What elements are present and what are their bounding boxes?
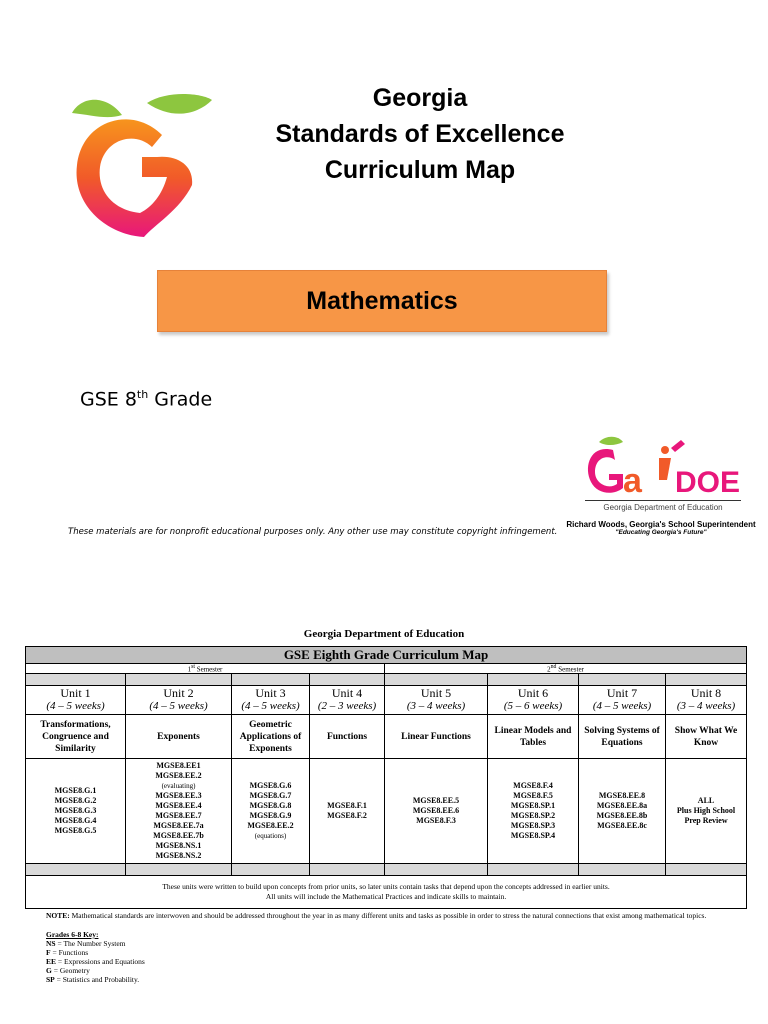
key-item: G = Geometry (46, 966, 90, 975)
semester-2: 2nd Semester (385, 664, 747, 674)
unit-header: Unit 6 (5 – 6 weeks) (488, 686, 579, 715)
svg-text:a: a (623, 462, 642, 500)
map-footer-note (26, 876, 747, 909)
gadoe-dept-text: Georgia Department of Education (603, 503, 723, 512)
unit-standards: ALL Plus High School Prep Review (666, 759, 747, 864)
unit-standards: MGSE8.EE.5 MGSE8.EE.6 MGSE8.F.3 (385, 759, 488, 864)
grade-suffix: Grade (148, 388, 213, 411)
copyright-disclaimer: These materials are for nonprofit educational purposes only. Any other use may constitute copyright infringement. (68, 527, 558, 537)
unit-topic: Linear Functions (385, 715, 488, 759)
unit-header: Unit 8 (3 – 4 weeks) (666, 686, 747, 715)
unit-header-row (26, 686, 747, 715)
footer-line-1: These units were written to build upon concepts from prior units, so later units contain tasks that depend upon the concepts addressed in earlier units. (162, 882, 610, 892)
unit-topic: Transformations, Congruence and Similarity (26, 715, 126, 759)
grades-key (46, 930, 145, 984)
unit-topic: Exponents (126, 715, 232, 759)
key-item: NS = The Number System (46, 939, 126, 948)
title-line-1: Georgia (372, 84, 468, 112)
unit-header: Unit 5 (3 – 4 weeks) (385, 686, 488, 715)
key-item: EE = Expressions and Equations (46, 957, 145, 966)
key-item: SP = Statistics and Probability. (46, 975, 140, 984)
curriculum-map-table (25, 646, 747, 909)
unit-standards: MGSE8.F.4 MGSE8.F.5 MGSE8.SP.1 MGSE8.SP.2 MGSE8.SP.3 MGSE8.SP.4 (488, 759, 579, 864)
unit-header: Unit 7 (4 – 5 weeks) (579, 686, 666, 715)
map-dept-heading: Georgia Department of Education (303, 628, 465, 640)
grade-label (80, 388, 212, 410)
grade-sup: th (136, 388, 149, 401)
unit-topic: Geometric Applications of Exponents (232, 715, 310, 759)
document-title (240, 80, 600, 188)
unit-standards: MGSE8.G.1 MGSE8.G.2 MGSE8.G.3 MGSE8.G.4 MGSE8.G.5 (26, 759, 126, 864)
unit-standards: MGSE8.F.1 MGSE8.F.2 (310, 759, 385, 864)
unit-standards: MGSE8.EE.8 MGSE8.EE.8a MGSE8.EE.8b MGSE8.EE.8c (579, 759, 666, 864)
svg-text:DOE: DOE (675, 466, 741, 499)
superintendent-name: Richard Woods, Georgia's School Superintendent (566, 520, 756, 529)
unit-header: Unit 1 (4 – 5 weeks) (26, 686, 126, 715)
shaded-row (26, 674, 747, 686)
unit-topic: Solving Systems of Equations (579, 715, 666, 759)
shaded-row (26, 864, 747, 876)
unit-header: Unit 3 (4 – 5 weeks) (232, 686, 310, 715)
unit-topic: Linear Models and Tables (488, 715, 579, 759)
unit-standards: MGSE8.EE1 MGSE8.EE.2 (evaluating) MGSE8.EE.3 MGSE8.EE.4 MGSE8.EE.7 MGSE8.EE.7a MGSE8.EE.7b MGSE8.NS.1 MGSE8.NS.2 (126, 759, 232, 864)
title-line-3: Curriculum Map (324, 156, 516, 184)
footer-line-2: All units will include the Mathematical Practices and indicate skills to maintain. (265, 892, 507, 902)
map-title: GSE Eighth Grade Curriculum Map (26, 647, 747, 664)
unit-standards-row (26, 759, 747, 864)
unit-topic: Functions (310, 715, 385, 759)
superintendent-block (566, 520, 756, 536)
grade-prefix: GSE 8 (80, 388, 137, 411)
key-item: F = Functions (46, 948, 89, 957)
georgia-peach-logo (62, 85, 222, 245)
subject-label: Mathematics (306, 286, 458, 315)
motto: "Educating Georgia's Future" (615, 529, 707, 536)
standards-note: NOTE: Mathematical standards are interwoven and should be addressed throughout the year in as many different units and tasks as possible in order to stress the natural connections that exist among mathematical topics. (46, 911, 707, 920)
key-title: Grades 6-8 Key: (46, 930, 99, 939)
unit-header: Unit 4 (2 – 3 weeks) (310, 686, 385, 715)
unit-header: Unit 2 (4 – 5 weeks) (126, 686, 232, 715)
unit-standards: MGSE8.G.6 MGSE8.G.7 MGSE8.G.8 MGSE8.G.9 MGSE8.EE.2 (equations) (232, 759, 310, 864)
subject-banner (157, 270, 607, 332)
unit-topic-row (26, 715, 747, 759)
title-line-2: Standards of Excellence (275, 120, 565, 148)
semester-1: 1st Semester (26, 664, 385, 674)
unit-topic: Show What We Know (666, 715, 747, 759)
